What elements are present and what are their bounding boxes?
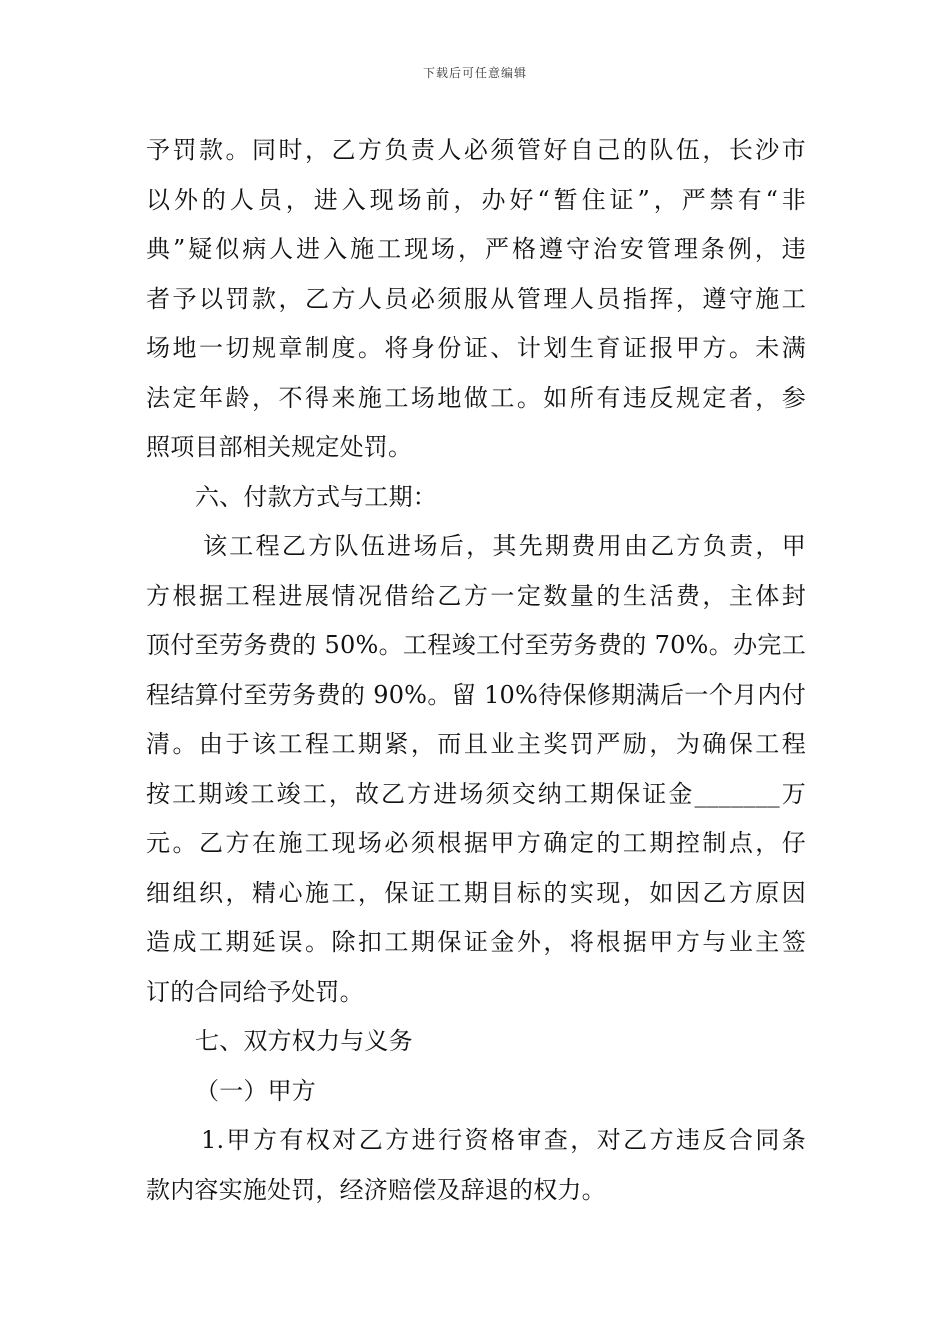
body-line: 清。由于该工程工期紧，而且业主奖罚严励，为确保工程 — [146, 730, 806, 758]
body-line: 1.甲方有权对乙方进行资格审查，对乙方违反合同条 — [201, 1126, 806, 1154]
body-line: 照项目部相关规定处罚。 — [146, 433, 413, 461]
body-line: 顶付至劳务费的 50%。工程竣工付至劳务费的 70%。办完工 — [146, 631, 806, 659]
subsection-heading-party-a: （一）甲方 — [195, 1076, 316, 1105]
body-line: 以外的人员，进入现场前，办好“暂住证”，严禁有“非 — [146, 185, 806, 214]
body-line: 法定年龄，不得来施工场地做工。如所有违反规定者，参 — [146, 383, 806, 412]
body-line: 该工程乙方队伍进场后，其先期费用由乙方负责，甲 — [203, 532, 806, 560]
body-line: 款内容实施处罚，经济赔偿及辞退的权力。 — [146, 1175, 606, 1204]
page-header: 下载后可任意编辑 — [422, 66, 527, 80]
body-line: 予罚款。同时，乙方负责人必须管好自己的队伍，长沙市 — [146, 136, 806, 164]
section-heading-rights: 七、双方权力与义务 — [195, 1027, 413, 1055]
body-line: 典”疑似病人进入施工现场，严格遵守治安管理条例，违 — [146, 235, 806, 263]
body-line: 程结算付至劳务费的 90%。留 10%待保修期满后一个月内付 — [146, 680, 806, 709]
body-line: 细组织，精心施工，保证工期目标的实现，如因乙方原因 — [146, 878, 806, 907]
body-line: 造成工期延误。除扣工期保证金外，将根据甲方与业主签 — [146, 928, 806, 956]
body-line: 场地一切规章制度。将身份证、计划生育证报甲方。未满 — [146, 334, 806, 362]
section-heading-payment: 六、付款方式与工期： — [195, 482, 437, 511]
document-body — [146, 126, 806, 1215]
body-line: 方根据工程进展情况借给乙方一定数量的生活费，主体封 — [146, 581, 806, 610]
body-line: 订的合同给予处罚。 — [146, 977, 364, 1006]
body-line: 者予以罚款，乙方人员必须服从管理人员指挥，遵守施工 — [146, 284, 806, 313]
body-line: 元。乙方在施工现场必须根据甲方确定的工期控制点，仔 — [146, 829, 806, 857]
body-line: 按工期竣工竣工，故乙方进场须交纳工期保证金_______万 — [146, 779, 806, 808]
